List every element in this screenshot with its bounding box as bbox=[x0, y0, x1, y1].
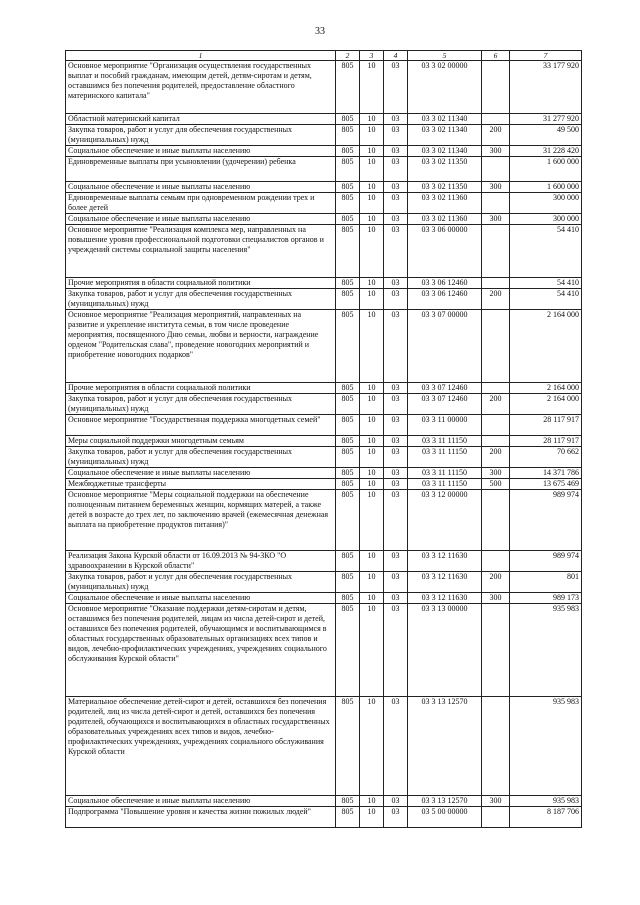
expense-type-code bbox=[482, 225, 510, 278]
amount: 14 371 786 bbox=[510, 468, 582, 479]
row-name: Основное мероприятие "Реализация мероприятий, направленных на развитие и укрепление института семьи, в том числе проведение мероприятия, посвященного Дню семьи, любви и верности, награждение орденом "Родительская слава", проведение новогодних мероприятий и приобретение новогодних подарков" bbox=[66, 310, 336, 383]
section-code: 10 bbox=[360, 157, 384, 182]
amount: 31 277 920 bbox=[510, 114, 582, 125]
amount: 13 675 469 bbox=[510, 479, 582, 490]
subsection-code: 03 bbox=[384, 796, 408, 807]
target-article-code: 03 3 06 12460 bbox=[408, 278, 482, 289]
table-row bbox=[66, 572, 582, 593]
column-header: 3 bbox=[360, 51, 384, 61]
subsection-code: 03 bbox=[384, 278, 408, 289]
table-row bbox=[66, 61, 582, 114]
table-row bbox=[66, 807, 582, 828]
amount: 989 974 bbox=[510, 551, 582, 572]
amount: 2 164 000 bbox=[510, 383, 582, 394]
subsection-code: 03 bbox=[384, 807, 408, 828]
amount: 935 983 bbox=[510, 796, 582, 807]
table-row bbox=[66, 479, 582, 490]
table-row bbox=[66, 551, 582, 572]
ministry-code: 805 bbox=[336, 225, 360, 278]
amount: 8 187 706 bbox=[510, 807, 582, 828]
amount: 31 228 420 bbox=[510, 146, 582, 157]
section-code: 10 bbox=[360, 697, 384, 796]
subsection-code: 03 bbox=[384, 193, 408, 214]
column-header: 6 bbox=[482, 51, 510, 61]
section-code: 10 bbox=[360, 61, 384, 114]
target-article-code: 03 3 07 12460 bbox=[408, 383, 482, 394]
section-code: 10 bbox=[360, 604, 384, 697]
ministry-code: 805 bbox=[336, 394, 360, 415]
table-row bbox=[66, 146, 582, 157]
amount: 300 000 bbox=[510, 214, 582, 225]
row-name: Реализация Закона Курской области от 16.09.2013 № 94-ЗКО "О здравоохранении в Курской области" bbox=[66, 551, 336, 572]
ministry-code: 805 bbox=[336, 157, 360, 182]
expense-type-code: 300 bbox=[482, 214, 510, 225]
subsection-code: 03 bbox=[384, 436, 408, 447]
expense-type-code: 200 bbox=[482, 572, 510, 593]
ministry-code: 805 bbox=[336, 214, 360, 225]
table-row bbox=[66, 214, 582, 225]
target-article-code: 03 3 02 00000 bbox=[408, 61, 482, 114]
row-name: Социальное обеспечение и иные выплаты населению bbox=[66, 468, 336, 479]
row-name: Прочие мероприятия в области социальной политики bbox=[66, 278, 336, 289]
expense-type-code bbox=[482, 807, 510, 828]
ministry-code: 805 bbox=[336, 289, 360, 310]
subsection-code: 03 bbox=[384, 114, 408, 125]
amount: 300 000 bbox=[510, 193, 582, 214]
expense-type-code bbox=[482, 310, 510, 383]
table-row bbox=[66, 182, 582, 193]
amount: 935 983 bbox=[510, 697, 582, 796]
amount: 54 410 bbox=[510, 289, 582, 310]
expense-type-code bbox=[482, 157, 510, 182]
subsection-code: 03 bbox=[384, 572, 408, 593]
amount: 54 410 bbox=[510, 278, 582, 289]
target-article-code: 03 3 02 11360 bbox=[408, 214, 482, 225]
ministry-code: 805 bbox=[336, 182, 360, 193]
subsection-code: 03 bbox=[384, 551, 408, 572]
subsection-code: 03 bbox=[384, 61, 408, 114]
target-article-code: 03 3 11 11150 bbox=[408, 436, 482, 447]
table-row bbox=[66, 697, 582, 796]
subsection-code: 03 bbox=[384, 214, 408, 225]
row-name: Прочие мероприятия в области социальной политики bbox=[66, 383, 336, 394]
subsection-code: 03 bbox=[384, 383, 408, 394]
expense-type-code bbox=[482, 415, 510, 436]
section-code: 10 bbox=[360, 468, 384, 479]
expense-type-code bbox=[482, 551, 510, 572]
row-name: Подпрограмма "Повышение уровня и качества жизни пожилых людей" bbox=[66, 807, 336, 828]
column-header: 4 bbox=[384, 51, 408, 61]
target-article-code: 03 3 02 11350 bbox=[408, 157, 482, 182]
column-header: 2 bbox=[336, 51, 360, 61]
ministry-code: 805 bbox=[336, 114, 360, 125]
target-article-code: 03 3 12 11630 bbox=[408, 572, 482, 593]
amount: 989 173 bbox=[510, 593, 582, 604]
header-row bbox=[66, 51, 582, 61]
amount: 33 177 920 bbox=[510, 61, 582, 114]
row-name: Основное мероприятие "Государственная поддержка многодетных семей" bbox=[66, 415, 336, 436]
section-code: 10 bbox=[360, 479, 384, 490]
subsection-code: 03 bbox=[384, 468, 408, 479]
subsection-code: 03 bbox=[384, 490, 408, 551]
amount: 28 117 917 bbox=[510, 415, 582, 436]
subsection-code: 03 bbox=[384, 289, 408, 310]
row-name: Социальное обеспечение и иные выплаты населению bbox=[66, 146, 336, 157]
section-code: 10 bbox=[360, 146, 384, 157]
row-name: Социальное обеспечение и иные выплаты населению bbox=[66, 182, 336, 193]
ministry-code: 805 bbox=[336, 593, 360, 604]
row-name: Основное мероприятие "Реализация комплекса мер, направленных на повышение уровня профессиональной подготовки специалистов органов и учреждений системы социальной защиты населения" bbox=[66, 225, 336, 278]
column-header: 7 bbox=[510, 51, 582, 61]
expense-type-code: 300 bbox=[482, 796, 510, 807]
ministry-code: 805 bbox=[336, 310, 360, 383]
column-header: 1 bbox=[66, 51, 336, 61]
table-row bbox=[66, 278, 582, 289]
table-body bbox=[66, 61, 582, 828]
target-article-code: 03 3 06 12460 bbox=[408, 289, 482, 310]
table-row bbox=[66, 289, 582, 310]
section-code: 10 bbox=[360, 436, 384, 447]
target-article-code: 03 3 02 11340 bbox=[408, 114, 482, 125]
ministry-code: 805 bbox=[336, 436, 360, 447]
ministry-code: 805 bbox=[336, 551, 360, 572]
table-row bbox=[66, 125, 582, 146]
row-name: Единовременные выплаты семьям при одновременном рождении трех и более детей bbox=[66, 193, 336, 214]
ministry-code: 805 bbox=[336, 604, 360, 697]
target-article-code: 03 3 12 11630 bbox=[408, 593, 482, 604]
section-code: 10 bbox=[360, 447, 384, 468]
target-article-code: 03 3 13 12570 bbox=[408, 796, 482, 807]
expense-type-code: 200 bbox=[482, 289, 510, 310]
expense-type-code: 500 bbox=[482, 479, 510, 490]
expense-type-code: 300 bbox=[482, 468, 510, 479]
section-code: 10 bbox=[360, 383, 384, 394]
subsection-code: 03 bbox=[384, 182, 408, 193]
budget-table bbox=[65, 50, 582, 828]
ministry-code: 805 bbox=[336, 278, 360, 289]
ministry-code: 805 bbox=[336, 415, 360, 436]
section-code: 10 bbox=[360, 214, 384, 225]
ministry-code: 805 bbox=[336, 61, 360, 114]
table-row bbox=[66, 604, 582, 697]
subsection-code: 03 bbox=[384, 604, 408, 697]
amount: 54 410 bbox=[510, 225, 582, 278]
table-row bbox=[66, 593, 582, 604]
target-article-code: 03 3 02 11340 bbox=[408, 125, 482, 146]
table-row bbox=[66, 114, 582, 125]
subsection-code: 03 bbox=[384, 593, 408, 604]
ministry-code: 805 bbox=[336, 807, 360, 828]
amount: 70 662 bbox=[510, 447, 582, 468]
expense-type-code: 200 bbox=[482, 394, 510, 415]
row-name: Социальное обеспечение и иные выплаты населению bbox=[66, 214, 336, 225]
target-article-code: 03 3 12 00000 bbox=[408, 490, 482, 551]
amount: 935 983 bbox=[510, 604, 582, 697]
section-code: 10 bbox=[360, 807, 384, 828]
subsection-code: 03 bbox=[384, 125, 408, 146]
expense-type-code bbox=[482, 490, 510, 551]
row-name: Областной материнский капитал bbox=[66, 114, 336, 125]
ministry-code: 805 bbox=[336, 490, 360, 551]
row-name: Закупка товаров, работ и услуг для обеспечения государственных (муниципальных) нужд bbox=[66, 125, 336, 146]
ministry-code: 805 bbox=[336, 125, 360, 146]
target-article-code: 03 3 13 12570 bbox=[408, 697, 482, 796]
row-name: Меры социальной поддержки многодетным семьям bbox=[66, 436, 336, 447]
table-row bbox=[66, 796, 582, 807]
subsection-code: 03 bbox=[384, 394, 408, 415]
amount: 1 600 000 bbox=[510, 182, 582, 193]
section-code: 10 bbox=[360, 572, 384, 593]
target-article-code: 03 3 13 00000 bbox=[408, 604, 482, 697]
amount: 2 164 000 bbox=[510, 394, 582, 415]
ministry-code: 805 bbox=[336, 796, 360, 807]
expense-type-code: 200 bbox=[482, 447, 510, 468]
table-row bbox=[66, 436, 582, 447]
section-code: 10 bbox=[360, 278, 384, 289]
table-row bbox=[66, 310, 582, 383]
row-name: Материальное обеспечение детей-сирот и детей, оставшихся без попечения родителей, лиц из числа детей-сирот и детей, оставшихся без попечения родителей, обучающихся и воспитывающихся в областных государственных образовательных учреждениях всех типов и видов, лечебно-профилактических учреждениях, учреждениях социального обслуживания Курской области bbox=[66, 697, 336, 796]
table-row bbox=[66, 394, 582, 415]
expense-type-code bbox=[482, 383, 510, 394]
target-article-code: 03 5 00 00000 bbox=[408, 807, 482, 828]
section-code: 10 bbox=[360, 193, 384, 214]
section-code: 10 bbox=[360, 125, 384, 146]
expense-type-code: 300 bbox=[482, 182, 510, 193]
subsection-code: 03 bbox=[384, 415, 408, 436]
amount: 28 117 917 bbox=[510, 436, 582, 447]
table-row bbox=[66, 490, 582, 551]
ministry-code: 805 bbox=[336, 193, 360, 214]
subsection-code: 03 bbox=[384, 697, 408, 796]
section-code: 10 bbox=[360, 593, 384, 604]
row-name: Межбюджетные трансферты bbox=[66, 479, 336, 490]
table-row bbox=[66, 383, 582, 394]
expense-type-code bbox=[482, 697, 510, 796]
subsection-code: 03 bbox=[384, 146, 408, 157]
expense-type-code: 300 bbox=[482, 146, 510, 157]
subsection-code: 03 bbox=[384, 310, 408, 383]
ministry-code: 805 bbox=[336, 447, 360, 468]
section-code: 10 bbox=[360, 310, 384, 383]
expense-type-code bbox=[482, 436, 510, 447]
expense-type-code: 300 bbox=[482, 593, 510, 604]
ministry-code: 805 bbox=[336, 572, 360, 593]
expense-type-code bbox=[482, 114, 510, 125]
target-article-code: 03 3 11 00000 bbox=[408, 415, 482, 436]
table-row bbox=[66, 415, 582, 436]
section-code: 10 bbox=[360, 796, 384, 807]
row-name: Основное мероприятие "Оказание поддержки детям-сиротам и детям, оставшимся без попечения родителей, лицам из числа детей-сирот и детей, оставшихся без попечения родителей, обучающимся и воспитывающимся в областных государственных образовательных организациях всех типов и видов, лечебно-профилактических учреждениях, учреждениях социального обслуживания Курской области" bbox=[66, 604, 336, 697]
subsection-code: 03 bbox=[384, 157, 408, 182]
subsection-code: 03 bbox=[384, 225, 408, 278]
target-article-code: 03 3 07 00000 bbox=[408, 310, 482, 383]
row-name: Социальное обеспечение и иные выплаты населению bbox=[66, 796, 336, 807]
expense-type-code bbox=[482, 193, 510, 214]
row-name: Основное мероприятие "Организация осуществления государственных выплат и пособий гражданам, имеющим детей, детям-сиротам и детям, оставшимся без попечения родителей, предоставление областного материнского капитала" bbox=[66, 61, 336, 114]
subsection-code: 03 bbox=[384, 479, 408, 490]
ministry-code: 805 bbox=[336, 479, 360, 490]
target-article-code: 03 3 07 12460 bbox=[408, 394, 482, 415]
row-name: Единовременные выплаты при усыновлении (удочерении) ребенка bbox=[66, 157, 336, 182]
section-code: 10 bbox=[360, 114, 384, 125]
section-code: 10 bbox=[360, 415, 384, 436]
amount: 801 bbox=[510, 572, 582, 593]
row-name: Закупка товаров, работ и услуг для обеспечения государственных (муниципальных) нужд bbox=[66, 572, 336, 593]
row-name: Закупка товаров, работ и услуг для обеспечения государственных (муниципальных) нужд bbox=[66, 394, 336, 415]
section-code: 10 bbox=[360, 490, 384, 551]
expense-type-code bbox=[482, 278, 510, 289]
amount: 989 974 bbox=[510, 490, 582, 551]
target-article-code: 03 3 11 11150 bbox=[408, 447, 482, 468]
ministry-code: 805 bbox=[336, 468, 360, 479]
table-row bbox=[66, 157, 582, 182]
amount: 1 600 000 bbox=[510, 157, 582, 182]
amount: 2 164 000 bbox=[510, 310, 582, 383]
expense-type-code: 200 bbox=[482, 125, 510, 146]
table-row bbox=[66, 225, 582, 278]
target-article-code: 03 3 02 11350 bbox=[408, 182, 482, 193]
ministry-code: 805 bbox=[336, 146, 360, 157]
row-name: Социальное обеспечение и иные выплаты населению bbox=[66, 593, 336, 604]
ministry-code: 805 bbox=[336, 383, 360, 394]
ministry-code: 805 bbox=[336, 697, 360, 796]
section-code: 10 bbox=[360, 182, 384, 193]
section-code: 10 bbox=[360, 225, 384, 278]
section-code: 10 bbox=[360, 551, 384, 572]
page-number: 33 bbox=[315, 26, 325, 37]
table-row bbox=[66, 468, 582, 479]
target-article-code: 03 3 06 00000 bbox=[408, 225, 482, 278]
target-article-code: 03 3 02 11340 bbox=[408, 146, 482, 157]
section-code: 10 bbox=[360, 394, 384, 415]
table-row bbox=[66, 193, 582, 214]
column-header: 5 bbox=[408, 51, 482, 61]
target-article-code: 03 3 11 11150 bbox=[408, 468, 482, 479]
section-code: 10 bbox=[360, 289, 384, 310]
target-article-code: 03 3 02 11360 bbox=[408, 193, 482, 214]
expense-type-code bbox=[482, 61, 510, 114]
expense-type-code bbox=[482, 604, 510, 697]
row-name: Закупка товаров, работ и услуг для обеспечения государственных (муниципальных) нужд bbox=[66, 447, 336, 468]
row-name: Закупка товаров, работ и услуг для обеспечения государственных (муниципальных) нужд bbox=[66, 289, 336, 310]
table-row bbox=[66, 447, 582, 468]
row-name: Основное мероприятие "Меры социальной поддержки на обеспечение полноценным питанием беременных женщин, кормящих матерей, а также детей в возрасте до трех лет, по заключению врачей (ежемесячная денежная выплата на приобретение продуктов питания)" bbox=[66, 490, 336, 551]
target-article-code: 03 3 11 11150 bbox=[408, 479, 482, 490]
subsection-code: 03 bbox=[384, 447, 408, 468]
amount: 49 500 bbox=[510, 125, 582, 146]
target-article-code: 03 3 12 11630 bbox=[408, 551, 482, 572]
